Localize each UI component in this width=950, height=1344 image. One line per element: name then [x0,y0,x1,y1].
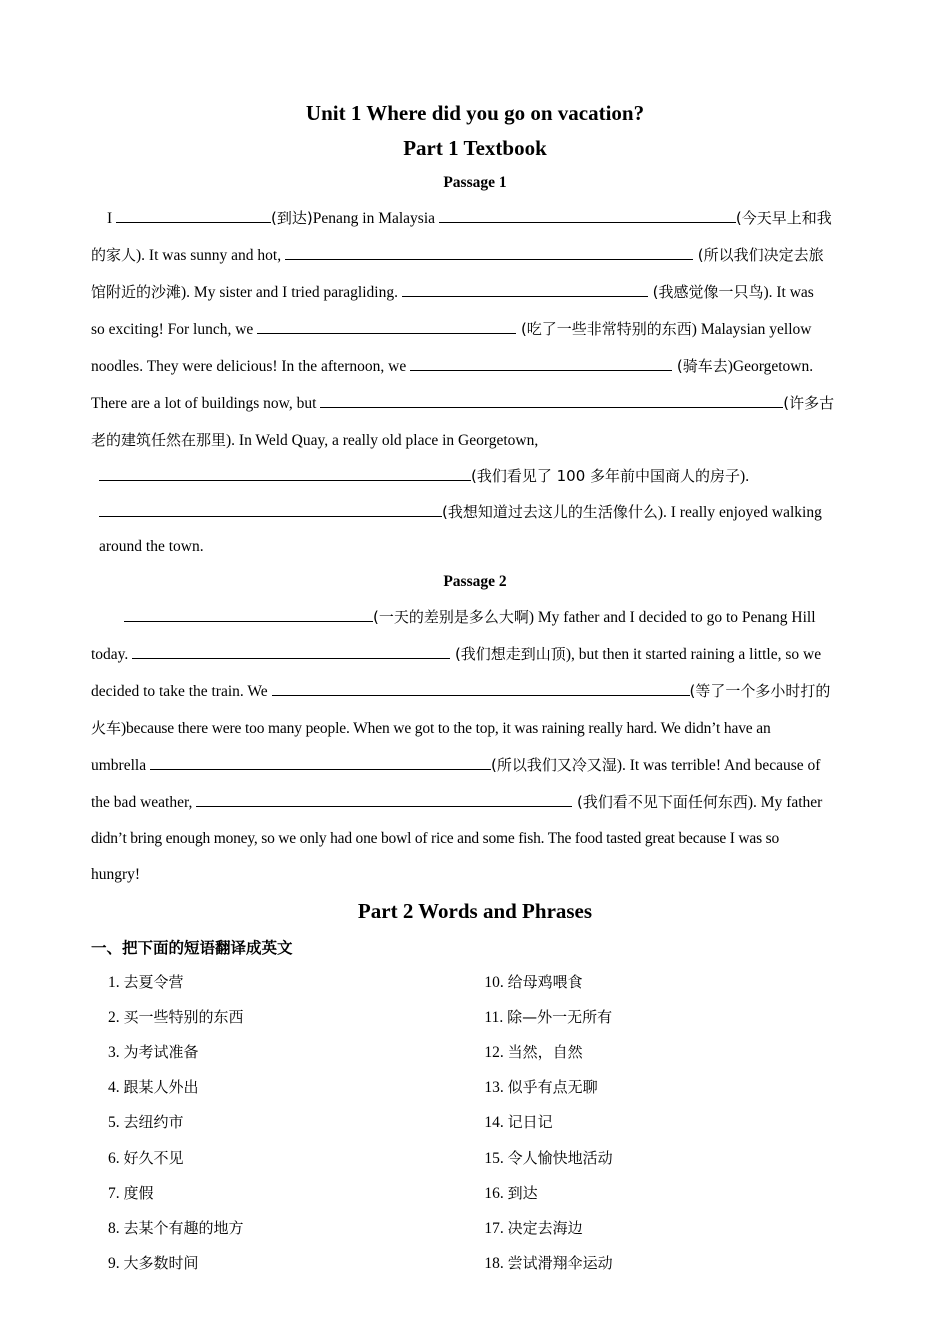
item-number: 6. [108,1149,120,1167]
phrase-item [108,1211,484,1246]
phrase-item [484,1070,859,1105]
text: There are a lot of buildings now, but [91,395,321,412]
answer-blank[interactable] [132,644,450,659]
phrase-item [484,1141,859,1176]
answer-blank[interactable] [272,681,690,696]
passage-2-line [91,636,859,673]
item-number: 2. [108,1008,120,1026]
chinese-hint: (我们看不见下面任何东西 [572,792,748,811]
phrase-text: 买一些特别的东西 [123,1007,244,1026]
chinese-hint: (我感觉像一只鸟 [647,283,764,301]
item-number: 8. [108,1219,120,1237]
text: so exciting! For lunch, we [91,321,258,338]
phrase-text: 给母鸡喂食 [507,972,583,991]
item-number: 16. [484,1184,504,1202]
phrase-text: 决定去海边 [507,1218,583,1237]
answer-blank[interactable] [257,319,516,334]
answer-blank[interactable] [320,393,783,408]
answer-blank[interactable] [150,755,491,770]
answer-blank[interactable] [285,245,693,260]
item-number: 5. [108,1114,120,1132]
text: ). It was [763,284,814,301]
answer-blank[interactable] [116,208,271,223]
item-number: 4. [108,1079,120,1097]
phrase-text: 大多数时间 [123,1254,199,1273]
passage-2-line [91,784,859,821]
answer-blank[interactable] [124,607,373,622]
phrase-column-right [484,965,859,1282]
chinese-hint: (许多古 [783,394,835,412]
item-number: 18. [484,1255,504,1273]
passage-2-line [91,747,859,784]
phrase-text: 除—外一无所有 [507,1007,613,1026]
chinese-hint: (骑车去 [672,357,728,375]
phrase-item [108,1035,484,1070]
text: around the town. [99,538,204,555]
chinese-hint: (我们看见了 100 多年前中国商人的房子 [471,467,741,485]
phrase-text: 尝试滑翔伞运动 [507,1254,613,1273]
passage-1-line [91,422,859,459]
answer-blank[interactable] [196,792,572,807]
phrase-item [484,1176,859,1211]
passage-1-line [91,311,859,348]
item-number: 3. [108,1043,120,1061]
chinese-hint: (一天的差别是多么大啊 [373,607,529,626]
text: ). My father [747,793,823,811]
text: ). I really enjoyed walking [657,503,822,521]
passage-1-line [91,385,859,422]
phrase-list [91,965,859,1282]
chinese-hint: (所以我们又冷又湿 [490,755,617,774]
passage-1-line [91,495,859,531]
phrase-item [484,1211,859,1246]
passage-2-line [91,710,859,747]
phrase-text: 记日记 [507,1113,553,1132]
chinese-hint: (今天早上和我 [735,209,832,227]
chinese-hint: (我想知道过去这儿的生活像什么 [442,502,658,521]
phrase-item [108,1246,484,1281]
text: ). [740,468,750,485]
phrase-text: 令人愉快地活动 [507,1148,613,1167]
phrase-text: 度假 [123,1183,154,1202]
phrase-item [108,1105,484,1140]
passage-2-line [91,857,859,893]
passage-2-line [91,599,859,636]
text: ) My father and I decided to go to Penang Hill [528,608,816,626]
passage-2-line [91,821,859,857]
phrase-item [108,965,484,1000]
item-number: 9. [108,1255,120,1273]
phrase-item [108,1000,484,1035]
item-number: 10. [484,973,504,991]
chinese-hint: (所以我们决定去旅 [692,246,824,264]
passage-1-line [91,459,859,495]
text: ), but then it started raining a little, so we [565,645,822,663]
item-number: 12. [484,1043,504,1061]
passage-1-line [91,348,859,385]
phrase-text: 似乎有点无聊 [507,1078,598,1097]
text: I [107,210,117,227]
phrase-item [484,1035,859,1070]
text: Penang in Malaysia [312,210,439,227]
text: noodles. They were delicious! In the afternoon, we [91,358,411,375]
phrase-text: 好久不见 [123,1148,184,1167]
text: the bad weather, [91,793,197,811]
text: didn’t bring enough money, so we only had one bowl of rice and some fish. The food tasted great because I was so [91,829,779,847]
item-number: 1. [108,973,120,991]
phrase-item [108,1070,484,1105]
text: ). In Weld Quay, a really old place in Georgetown, [226,432,539,449]
answer-blank[interactable] [99,466,471,481]
passage-1-line [91,530,859,565]
item-number: 14. [484,1114,504,1132]
item-number: 13. [484,1079,504,1097]
phrase-text: 跟某人外出 [123,1078,199,1097]
phrase-text: 到达 [507,1183,538,1202]
text: umbrella [91,756,150,774]
item-number: 11. [484,1008,504,1026]
passage-2 [91,565,859,893]
chinese-hint: (等了一个多小时打的 [689,681,831,700]
text: decided to take the train. We [91,682,272,700]
chinese-hint: 老的建筑任然在那里 [91,431,227,449]
phrase-item [484,965,859,1000]
phrase-column-left [91,965,484,1282]
text: )Georgetown. [727,358,814,375]
phrase-text: 去夏令营 [123,972,184,991]
phrase-text: 去某个有趣的地方 [123,1218,244,1237]
passage-1-line [91,274,859,311]
phrase-item [484,1246,859,1281]
text: today. [91,645,133,663]
chinese-hint: (吃了一些非常特别的东西 [516,320,692,338]
chinese-hint: 的家人 [91,246,137,264]
phrase-text: 当然，自然 [507,1042,583,1061]
text: ). It was terrible! And because of [616,756,821,774]
text: ). My sister and I tried paragliding. [181,284,402,301]
answer-blank[interactable] [402,282,648,297]
chinese-hint: (我们想走到山顶 [450,644,566,663]
passage-1-line [91,200,859,237]
phrase-item [484,1105,859,1140]
phrase-item [484,1000,859,1035]
passage-2-line [91,673,859,710]
chinese-hint: 馆附近的沙滩 [91,283,182,301]
phrase-item [108,1176,484,1211]
chinese-hint: 火车 [91,718,122,737]
answer-blank[interactable] [439,208,736,223]
phrase-text: 去纽约市 [123,1113,184,1132]
worksheet-page [91,96,859,1281]
phrase-item [108,1141,484,1176]
passage-1 [91,166,859,565]
text: hungry! [91,865,141,883]
answer-blank[interactable] [410,356,672,371]
text: )because there were too many people. When we got to the top, it was raining really hard. We didn’t have an [121,719,771,737]
text: ). It was sunny and hot, [136,247,285,264]
unit-title: Unit 1 Where did you go on vacation? [305,101,645,125]
section-heading: 一、把下面的短语翻译成英文 [91,938,293,957]
item-number: 7. [108,1184,120,1202]
passage-1-line [91,237,859,274]
item-number: 17. [484,1219,504,1237]
phrase-text: 为考试准备 [123,1042,199,1061]
passage-1-title: Passage 1 [443,174,507,191]
item-number: 15. [484,1149,504,1167]
text: ) Malaysian yellow [691,321,812,338]
passage-2-title: Passage 2 [443,572,507,590]
part2-title: Part 2 Words and Phrases [357,898,593,923]
part1-title: Part 1 Textbook [403,136,547,160]
answer-blank[interactable] [99,502,442,517]
chinese-hint: (到达) [271,209,313,227]
